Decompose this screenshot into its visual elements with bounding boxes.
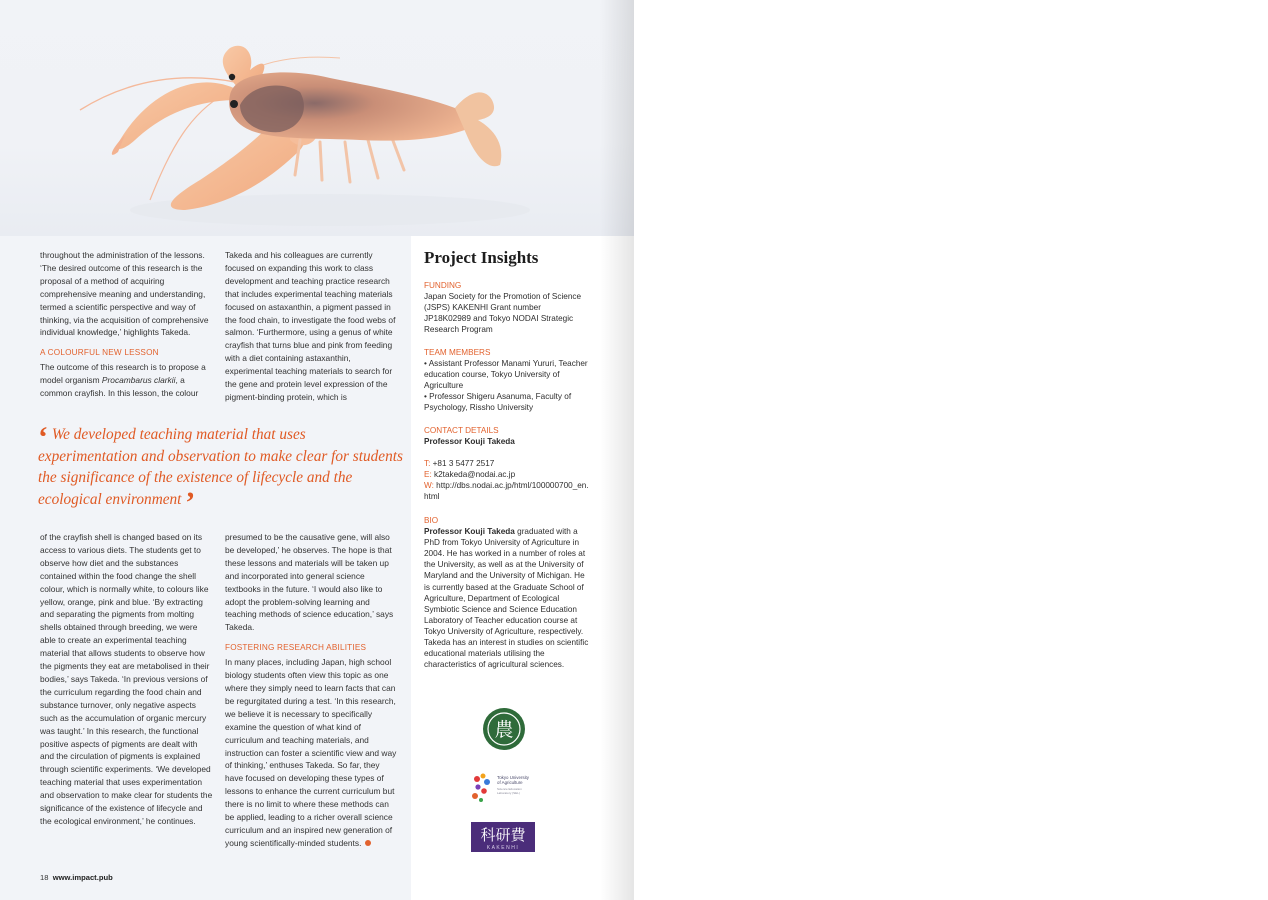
funding-label: FUNDING [424, 281, 462, 290]
paragraph-col2-top: Takeda and his colleagues are currently focused on expanding this work to class development and teaching practice research that includes experimental teaching materials focused on astaxanthin, a pigment passed in the food chain, to investigate the food webs of salmon. ‘Furthermore, using a genus of white crayfish that turns blue and pink from feeding with a diet containing astaxanthin, experimental teaching materials to search for the gene and protein level expression of the pigment-binding protein, which is [225, 250, 396, 402]
kakenhi-chars: 科研費 [480, 826, 526, 844]
end-mark-icon [365, 840, 371, 846]
phone-label: T: [424, 459, 431, 469]
paragraph-col2-bottom-1: presumed to be the causative gene, will also be developed,’ he observes. The hope is that these lessons and materials will be taken up and incorporated into general science textbooks in the future. ‘I would also like to adopt the problem-solving learning and teaching methods of science education,’ says Takeda. [225, 532, 394, 633]
tua-line-4: Laboratory (SEL) [497, 791, 520, 795]
subheading-fostering: FOSTERING RESEARCH ABILITIES [225, 643, 367, 653]
contact-label: CONTACT DETAILS [424, 426, 499, 435]
crayfish-illustration [0, 0, 634, 236]
kakenhi-icon [471, 822, 535, 852]
paragraph-col1-top: throughout the administration of the lessons. ‘The desired outcome of this research is the proposal of a method of acquiring comprehensive meaning and understanding, termed a scientific perspective and way of thinking, via the acquisition of comprehensive individual knowledge,’ highlights Takeda. [40, 250, 209, 338]
paragraph-col1-p2 [40, 361, 215, 400]
phone-value: +81 3 5477 2517 [430, 459, 495, 469]
contact-email[interactable] [424, 469, 589, 480]
quote-text: We developed teaching material that uses experimentation and observation to make clear for students the significance of the existence of lifecycle and the ecological environment [38, 426, 403, 508]
page-footer [40, 873, 113, 882]
tua-sel-logo [469, 771, 549, 812]
kakenhi-latin: KAKENHI [486, 845, 520, 851]
subheading-colourful-lesson: A COLOURFUL NEW LESSON [40, 348, 159, 358]
bio-section [424, 515, 589, 670]
contact-name: Professor Kouji Takeda [424, 437, 515, 447]
funding-section [424, 280, 589, 335]
contact-web[interactable] [424, 480, 589, 502]
column-2-top [225, 249, 398, 404]
web-label: W: [424, 481, 434, 491]
col1-p2-text-a: The outcome of this research is to propose a model organism [40, 362, 206, 386]
web-link[interactable]: http://dbs.nodai.ac.jp/html/100000700_en.html [424, 481, 589, 502]
column-1-bottom [40, 531, 213, 828]
quote-close-mark: ’ [185, 485, 196, 519]
paragraph-col2-bottom-2 [225, 656, 398, 850]
crayfish-photo [0, 0, 634, 236]
page-number: 18 [40, 873, 49, 882]
team-member-1: • Assistant Professor Manami Yururi, Teacher education course, Tokyo University of Agriculture [424, 359, 588, 391]
nodai-seal-logo [482, 707, 526, 756]
team-section [424, 347, 589, 414]
tua-line-3: Science Education [497, 787, 522, 791]
tua-sel-icon [469, 771, 549, 807]
col1-p2-text-b: , a common crayfish. In this lesson, the colour [40, 375, 199, 399]
column-2-bottom [225, 531, 398, 850]
pull-quote [38, 421, 408, 519]
quote-open-mark: ‘ [38, 421, 48, 454]
tua-line-2: of Agriculture [497, 780, 523, 785]
project-insights-panel [411, 236, 634, 900]
email-label: E: [424, 470, 432, 480]
species-name: Procambarus clarkii [101, 375, 176, 386]
bio-name: Professor Kouji Takeda [424, 527, 515, 537]
column-1-top [40, 249, 215, 400]
funding-text: Japan Society for the Promotion of Science (JSPS) KAKENHI Grant number JP18K02989 and Tokyo NODAI Strategic Research Program [424, 292, 582, 335]
paragraph-col1-bottom: of the crayfish shell is changed based on its access to various diets. The students get to observe how diet and the substances contained within the food change the shell colour, which is normally white, to colours like yellow, orange, pink and blue. ‘By extracting and separating the pigments from molting shells obtained through breeding, we were able to create an experimental teaching material that allows students to observe how the pigments they eat are metabolised in their bodies,’ says Takeda. ‘In previous versions of the curriculum regarding the food chain and substance turnover, only negative aspects such as the accumulation of organic mercury was taught.’ In this research, the functional positive aspects of pigments are dealt with and the circulation of pigments is explained through scientific experiments. ‘We developed teaching material that uses experimentation and observation to make clear for students the significance of the existence of lifecycle and the ecological environment,’ he continues. [40, 532, 213, 826]
footer-site-link[interactable]: www.impact.pub [52, 873, 113, 882]
bio-text [424, 526, 589, 670]
bio-body: graduated with a PhD from Tokyo University of Agriculture in 2004. He has worked in a number of roles at the University, as well as at the University of Maryland and the University of Michigan. He is currently based at the Graduate School of Agriculture, Department of Ecological Symbiotic Science and Science Education Laboratory of Teacher education course at Tokyo University of Agriculture, respectively. Takeda has an interest in studies on scientific educational materials utilising the characteristics of agricultural sciences. [424, 527, 589, 670]
contact-section [424, 425, 589, 503]
tua-line-1: Tokyo University [497, 775, 529, 780]
nodai-seal-icon [482, 707, 526, 751]
insights-title: Project Insights [424, 248, 539, 267]
team-label: TEAM MEMBERS [424, 348, 491, 357]
contact-phone [424, 458, 589, 469]
email-value[interactable]: k2takeda@nodai.ac.jp [431, 470, 516, 480]
col2-p2-text: In many places, including Japan, high school biology students often view this topic as one where they simply need to learn facts that can be regurgitated during a test. ‘In this research, we believe it is necessary to specifically examine the question of what kind of curriculum and teaching materials, and instruction can foster a scientific view and way of thinking,’ enthuses Takeda. So far, they have focused on developing these types of lessons to enhance the current curriculum but there is no limit to where these methods can be applied, leading to a richer overall science curriculum and an inspired new generation of young scientifically-minded students. [225, 657, 397, 848]
kakenhi-logo [471, 822, 535, 857]
team-member-2: • Professor Shigeru Asanuma, Faculty of Psychology, Rissho University [424, 392, 572, 413]
bio-label: BIO [424, 516, 439, 525]
nodai-seal-char: 農 [494, 719, 514, 741]
